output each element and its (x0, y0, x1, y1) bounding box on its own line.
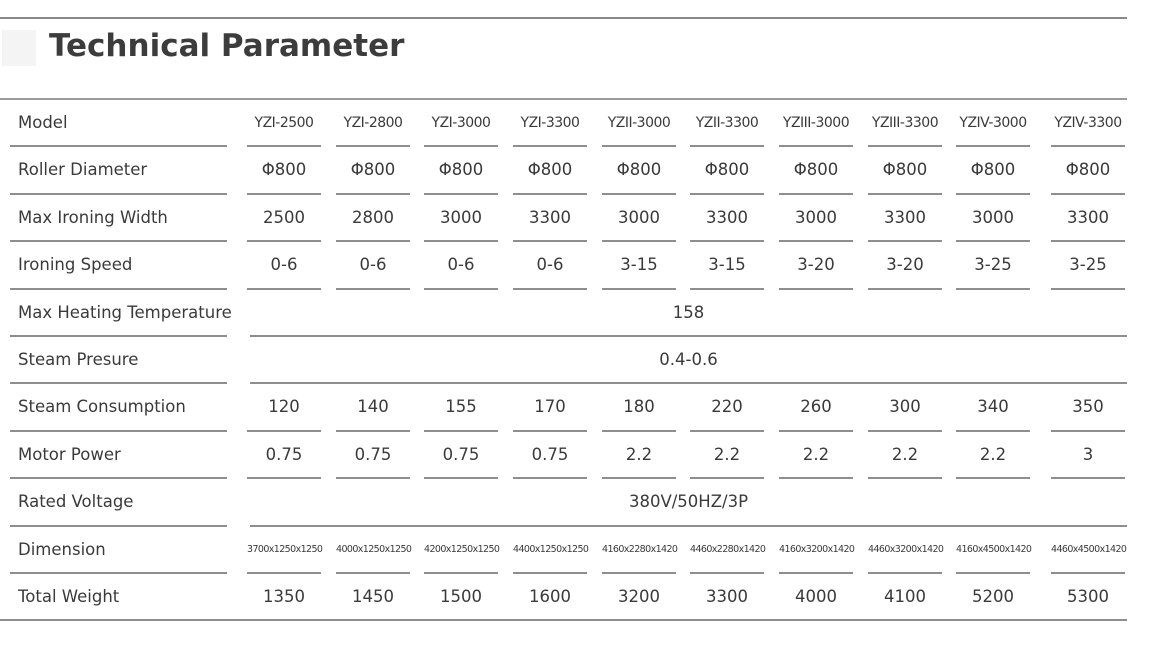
table-cell: 3-25 (974, 255, 1012, 275)
table-row (0, 147, 1127, 194)
table-cell: 3000 (795, 207, 837, 227)
table-cell: 4460x4500x1420 (1051, 543, 1127, 555)
table-cell: Φ800 (350, 160, 396, 180)
table-cell: 0-6 (447, 255, 475, 275)
table-cell: 1600 (529, 586, 571, 606)
table-cell: 4400x1250x1250 (513, 543, 589, 555)
row-label: Steam Presure (18, 349, 139, 369)
table-cell: YZI-2800 (343, 115, 403, 131)
table-cell: 5300 (1067, 586, 1109, 606)
table-cell: 2.2 (979, 444, 1007, 464)
table-cell: Φ800 (438, 160, 484, 180)
table-cell: 3-15 (620, 255, 658, 275)
table-cell: 3300 (1067, 207, 1109, 227)
table-cell: 4000x1250x1250 (336, 543, 412, 555)
table-cell: Φ800 (527, 160, 573, 180)
table-cell: 0.75 (442, 444, 480, 464)
table-cell: YZI-2500 (254, 115, 314, 131)
top-divider (0, 17, 1127, 19)
table-cell: 5200 (972, 586, 1014, 606)
table-cell: 350 (1072, 397, 1104, 417)
table-cell: 120 (268, 397, 300, 417)
table-cell: 4160x2280x1420 (602, 543, 678, 555)
row-label: Max Ironing Width (18, 207, 168, 227)
corner-logo-mark (2, 30, 36, 66)
table-cell: 0.75 (531, 444, 569, 464)
table-cell: 0-6 (270, 255, 298, 275)
table-cell: 3-20 (797, 255, 835, 275)
table-cell: Φ800 (704, 160, 750, 180)
table-cell: 3000 (618, 207, 660, 227)
table-cell: 4200x1250x1250 (424, 543, 500, 555)
table-cell: YZII-3300 (695, 115, 759, 131)
table-cell: 0-6 (359, 255, 387, 275)
table-cell: YZII-3000 (607, 115, 671, 131)
row-label: Motor Power (18, 444, 121, 464)
table-cell: 1350 (263, 586, 305, 606)
row-label: Ironing Speed (18, 255, 133, 275)
table-cell: 2500 (263, 207, 305, 227)
table-cell: 3300 (706, 586, 748, 606)
table-cell: 3200 (618, 586, 660, 606)
table-row (0, 574, 1127, 621)
table-cell: 3 (1082, 444, 1094, 464)
table-cell: YZIII-3300 (871, 115, 939, 131)
table-cell: 3300 (884, 207, 926, 227)
table-cell: 260 (800, 397, 832, 417)
table-cell: 3-20 (886, 255, 924, 275)
table-cell: 4460x2280x1420 (690, 543, 766, 555)
table-cell: Φ800 (616, 160, 662, 180)
table-cell: YZIV-3000 (959, 115, 1027, 131)
table-row (0, 195, 1127, 242)
table-cell: 3700x1250x1250 (247, 543, 323, 555)
table-cell: YZIV-3300 (1054, 115, 1122, 131)
table-cell: 1500 (440, 586, 482, 606)
table-cell: 2.2 (713, 444, 741, 464)
row-label: Total Weight (18, 586, 120, 606)
table-cell: Φ800 (882, 160, 928, 180)
row-label: Rated Voltage (18, 492, 134, 512)
table-cell: 170 (534, 397, 566, 417)
table-cell: 0-6 (536, 255, 564, 275)
table-cell: YZI-3300 (520, 115, 580, 131)
row-label: Roller Diameter (18, 160, 148, 180)
table-cell: 0.75 (265, 444, 303, 464)
table-cell: 3000 (440, 207, 482, 227)
table-cell: Φ800 (1065, 160, 1111, 180)
table-cell: 2.2 (625, 444, 653, 464)
table-cell: 2800 (352, 207, 394, 227)
table-cell: 4160x4500x1420 (956, 543, 1032, 555)
table-cell: 340 (977, 397, 1009, 417)
row-label: Dimension (18, 539, 106, 559)
table-cell: 3300 (706, 207, 748, 227)
parameter-table (0, 98, 1127, 621)
table-cell: YZI-3000 (431, 115, 491, 131)
table-row (0, 384, 1127, 431)
table-cell: 300 (889, 397, 921, 417)
table-row (0, 100, 1127, 147)
table-cell: Φ800 (970, 160, 1016, 180)
row-label: Steam Consumption (18, 397, 186, 417)
table-cell: 4460x3200x1420 (868, 543, 944, 555)
table-row (0, 479, 1127, 526)
table-row (0, 242, 1127, 289)
table-cell: 3300 (529, 207, 571, 227)
table-cell: 4100 (884, 586, 926, 606)
table-body (0, 100, 1127, 621)
table-cell: 3-15 (708, 255, 746, 275)
table-row (0, 290, 1127, 337)
table-cell: 4160x3200x1420 (779, 543, 855, 555)
table-cell: 140 (357, 397, 389, 417)
table-row (0, 432, 1127, 479)
table-cell: 180 (623, 397, 655, 417)
table-cell: 4000 (795, 586, 837, 606)
table-cell: 155 (445, 397, 477, 417)
table-cell: 1450 (352, 586, 394, 606)
table-row (0, 337, 1127, 384)
table-row (0, 527, 1127, 574)
merged-cell: 158 (672, 302, 705, 322)
page-title: Technical Parameter (49, 28, 405, 64)
table-cell: 2.2 (891, 444, 919, 464)
table-cell: Φ800 (261, 160, 307, 180)
table-cell: 220 (711, 397, 743, 417)
row-label: Max Heating Temperature (18, 302, 232, 322)
merged-cell: 380V/50HZ/3P (628, 492, 749, 512)
table-cell: 2.2 (802, 444, 830, 464)
row-label: Model (18, 113, 68, 132)
table-cell: YZIII-3000 (782, 115, 850, 131)
table-cell: 0.75 (354, 444, 392, 464)
merged-cell: 0.4-0.6 (659, 349, 718, 369)
table-cell: Φ800 (793, 160, 839, 180)
table-cell: 3000 (972, 207, 1014, 227)
table-cell: 3-25 (1069, 255, 1107, 275)
